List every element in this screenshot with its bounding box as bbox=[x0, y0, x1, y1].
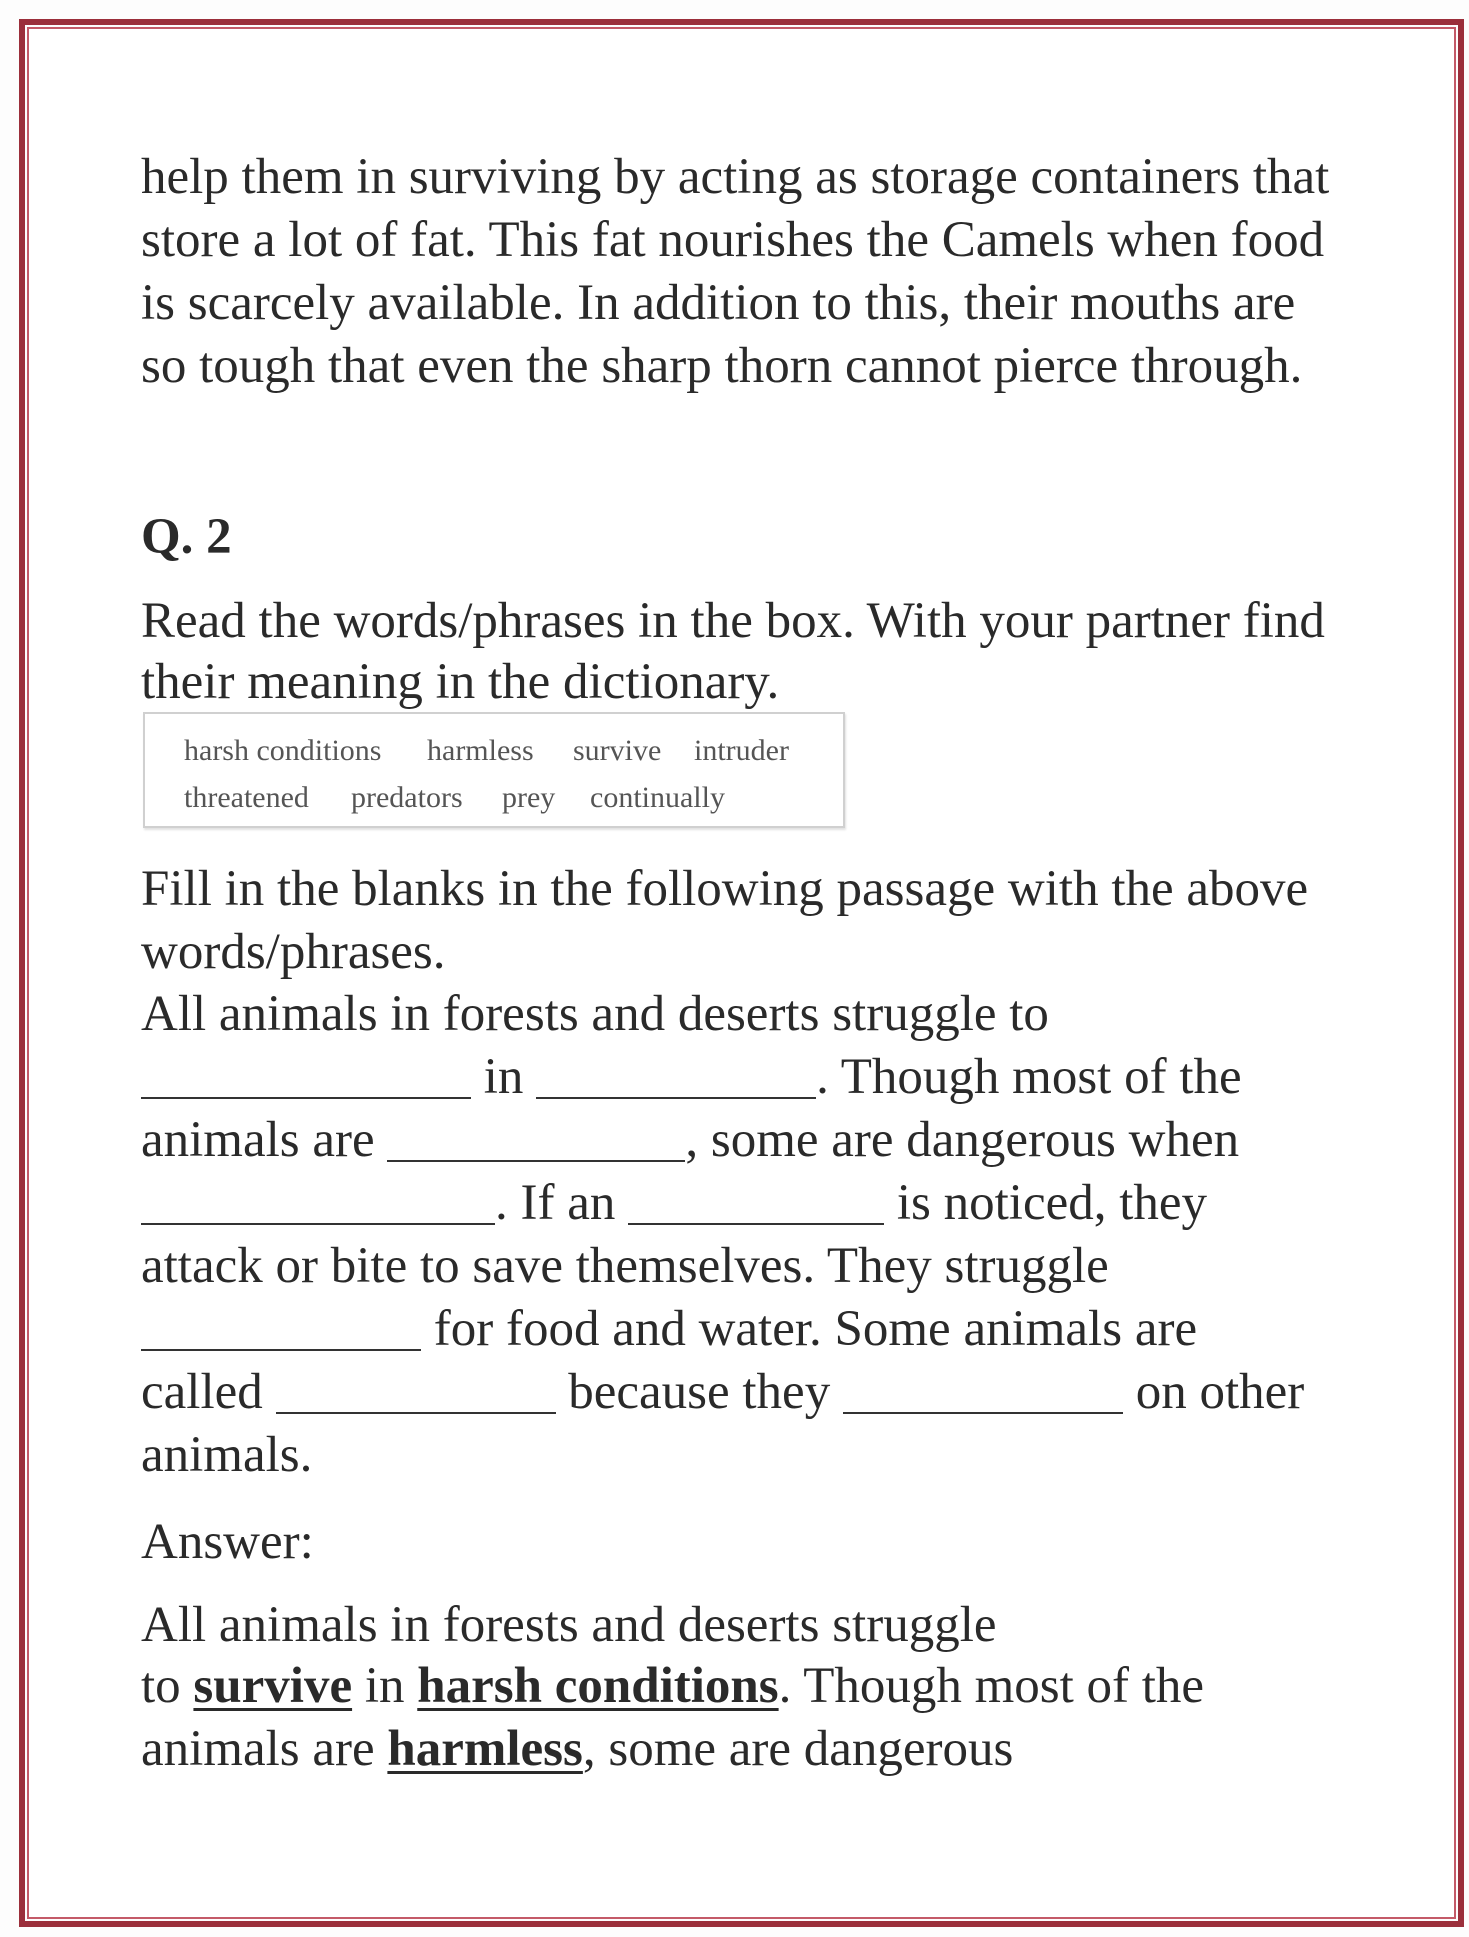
intro-line-1: help them in surviving by acting as storage containers that bbox=[141, 149, 1330, 205]
blank-6[interactable] bbox=[141, 1348, 421, 1351]
word-box-item: predators bbox=[351, 781, 463, 814]
intro-line-3: is scarcely available. In addition to this, their mouths are bbox=[141, 275, 1296, 331]
blank-4[interactable] bbox=[141, 1222, 495, 1225]
blank-1[interactable] bbox=[141, 1096, 471, 1099]
answer-line-2 bbox=[141, 1658, 1205, 1714]
passage-text: . Though most of the bbox=[816, 1049, 1242, 1105]
fill-instruction-line-2: words/phrases. bbox=[141, 924, 446, 980]
question-number: Q. 2 bbox=[141, 509, 232, 565]
passage-text: . If an bbox=[495, 1175, 616, 1231]
word-box-item: continually bbox=[590, 781, 725, 814]
answer-label: Answer: bbox=[141, 1514, 314, 1570]
passage-line-8: animals. bbox=[141, 1427, 313, 1483]
answer-text: to bbox=[141, 1658, 181, 1714]
intro-line-4: so tough that even the sharp thorn cannot pierce through. bbox=[141, 338, 1303, 394]
passage-text: animals are bbox=[141, 1112, 375, 1168]
word-box-item: threatened bbox=[184, 781, 309, 814]
word-box-item: prey bbox=[502, 781, 556, 814]
blank-5[interactable] bbox=[628, 1222, 884, 1225]
passage-line-7 bbox=[141, 1364, 1305, 1420]
answer-text: animals are bbox=[141, 1721, 375, 1777]
passage-text: called bbox=[141, 1364, 263, 1420]
passage-line-3 bbox=[141, 1112, 1240, 1168]
passage-text: because they bbox=[568, 1364, 831, 1420]
fill-instruction-line-1: Fill in the blanks in the following passage with the above bbox=[141, 861, 1309, 917]
word-box-item: harmless bbox=[427, 734, 534, 767]
answer-text: in bbox=[364, 1658, 405, 1714]
passage-line-2 bbox=[141, 1049, 1242, 1105]
passage-text: on other bbox=[1135, 1364, 1305, 1420]
word-box-item: intruder bbox=[694, 734, 789, 767]
answer-line-3 bbox=[141, 1721, 1014, 1777]
blank-3[interactable] bbox=[387, 1159, 685, 1162]
passage-line-6 bbox=[141, 1301, 1198, 1357]
passage-text: in bbox=[483, 1049, 524, 1105]
passage-text: , some are dangerous when bbox=[685, 1112, 1240, 1168]
blank-2[interactable] bbox=[536, 1096, 816, 1099]
passage-line-5: attack or bite to save themselves. They struggle bbox=[141, 1238, 1109, 1294]
instruction-line-2: their meaning in the dictionary. bbox=[141, 654, 780, 710]
instruction-line-1: Read the words/phrases in the box. With your partner find bbox=[141, 593, 1325, 649]
answer-text: , some are dangerous bbox=[582, 1721, 1014, 1777]
word-box-item: survive bbox=[573, 734, 662, 767]
passage-text: is noticed, they bbox=[896, 1175, 1208, 1231]
intro-line-2: store a lot of fat. This fat nourishes the Camels when food bbox=[141, 212, 1325, 268]
blank-7[interactable] bbox=[276, 1411, 556, 1414]
passage-line-1: All animals in forests and deserts struggle to bbox=[141, 986, 1049, 1042]
answer-word-survive: survive bbox=[193, 1658, 353, 1714]
answer-line-1: All animals in forests and deserts struggle bbox=[141, 1597, 997, 1653]
word-box-item: harsh conditions bbox=[184, 734, 382, 767]
answer-word-harmless: harmless bbox=[387, 1721, 583, 1777]
blank-8[interactable] bbox=[843, 1411, 1123, 1414]
passage-line-4 bbox=[141, 1175, 1208, 1231]
answer-word-harsh-conditions: harsh conditions bbox=[417, 1658, 779, 1714]
answer-text: . Though most of the bbox=[778, 1658, 1205, 1714]
passage-text: for food and water. Some animals are bbox=[433, 1301, 1198, 1357]
